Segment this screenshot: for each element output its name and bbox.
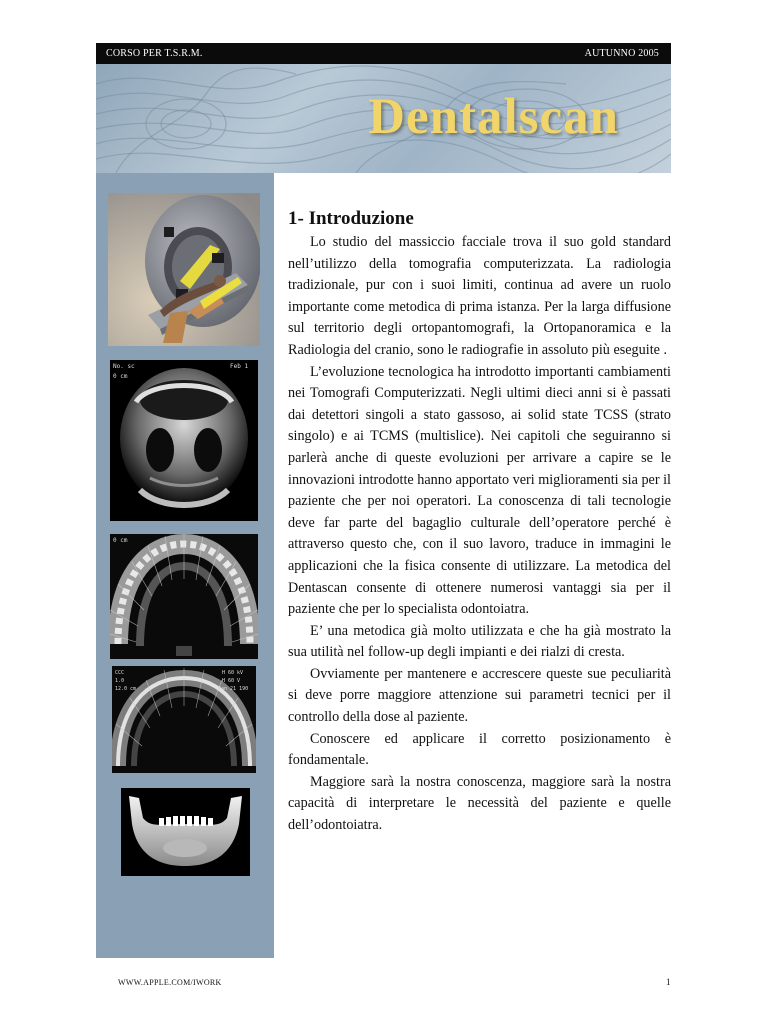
img4-label-r2: H 60 V bbox=[222, 678, 241, 684]
section-heading: 1- Introduzione bbox=[288, 208, 414, 229]
img3-label-tl: 0 cm bbox=[113, 537, 128, 544]
paragraph-3: E’ una metodica già molto utilizzata e che ha già mostrato la sua utilità nel follow-up degli impianti e dei rialzi di cresta. bbox=[288, 622, 671, 661]
page-number: 1 bbox=[666, 977, 671, 987]
img2-label-tl: No. sc bbox=[113, 363, 135, 370]
paragraph-4: Ovviamente per mantenere e accrescere queste sue peculiarità si deve porre maggiore attenzione sui parametri tecnici per il controllo della dose al paziente. bbox=[288, 665, 671, 726]
ct-scanner-image bbox=[108, 193, 260, 346]
img4-label-l3: 12.0 cm bbox=[115, 686, 137, 692]
img4-label-l1: CCC bbox=[115, 670, 125, 676]
paragraph-5: Conoscere ed applicare il corretto posizionamento è fondamentale. bbox=[288, 730, 671, 769]
paragraph-1: Lo studio del massiccio facciale trova il suo gold standard nell’utilizzo della tomografia computerizzata. La radiologia tradizionale, pur con i suoi limiti, continua ad avere un ruolo importante come metodica di prima istanza. Per la larga diffusione sul territorio degli ortopantomografi, la Ortopanoramica e la Radiologia del cranio, sono le radiografie in assoluto più eseguite . bbox=[288, 234, 671, 358]
img2-label-tl2: 0 cm bbox=[113, 373, 128, 380]
axial-mandible-image bbox=[112, 666, 256, 773]
article-body bbox=[288, 208, 671, 837]
img4-label-r1: H 60 kV bbox=[222, 670, 244, 676]
img2-label-tr: Feb 1 bbox=[230, 363, 249, 370]
img4-label-r3: Jan 21 190 bbox=[218, 686, 249, 692]
header-season: AUTUNNO 2005 bbox=[584, 48, 659, 59]
header-course: CORSO PER T.S.R.M. bbox=[106, 48, 203, 59]
footer-url: WWW.APPLE.COM/IWORK bbox=[118, 978, 222, 987]
image-sidebar bbox=[96, 173, 274, 958]
img4-label-l2: 1.0 bbox=[115, 678, 125, 684]
title-banner bbox=[96, 64, 671, 173]
axial-arch-image bbox=[110, 534, 258, 659]
mandible-3d-image bbox=[121, 788, 250, 876]
coronal-ct-image bbox=[110, 360, 258, 521]
paragraph-2: L’evoluzione tecnologica ha introdotto importanti cambiamenti nei Tomografi Computerizzati. Negli ultimi dieci anni si è passati dai detettori singoli a stato gassoso, ai solid state TCSS (strato singolo) e ai TCMS (multislice). Nei capitoli che seguiranno si parlerà anche di queste evoluzioni per arrivare a capire se le innovazioni introdotte hanno apportato veri miglioramenti sia per il paziente che per noi operatori. La conoscenza di tali tecnologie deve far parte del bagaglio culturale dell’operatore perché è attraverso questo che, con il suo lavoro, traduce in immagini le applicazioni che la fisica consente di utilizzare. La metodica del Dentascan consente di ottenere numerosi vantaggi sia per il paziente che per lo specialista odontoiatra. bbox=[288, 363, 671, 618]
paragraph-6: Maggiore sarà la nostra conoscenza, maggiore sarà la nostra capacità di interpretare le necessità del paziente e quelle dell’odontoiatra. bbox=[288, 773, 671, 834]
header-bar bbox=[96, 43, 671, 64]
banner-title: Dentalscan bbox=[368, 89, 619, 145]
